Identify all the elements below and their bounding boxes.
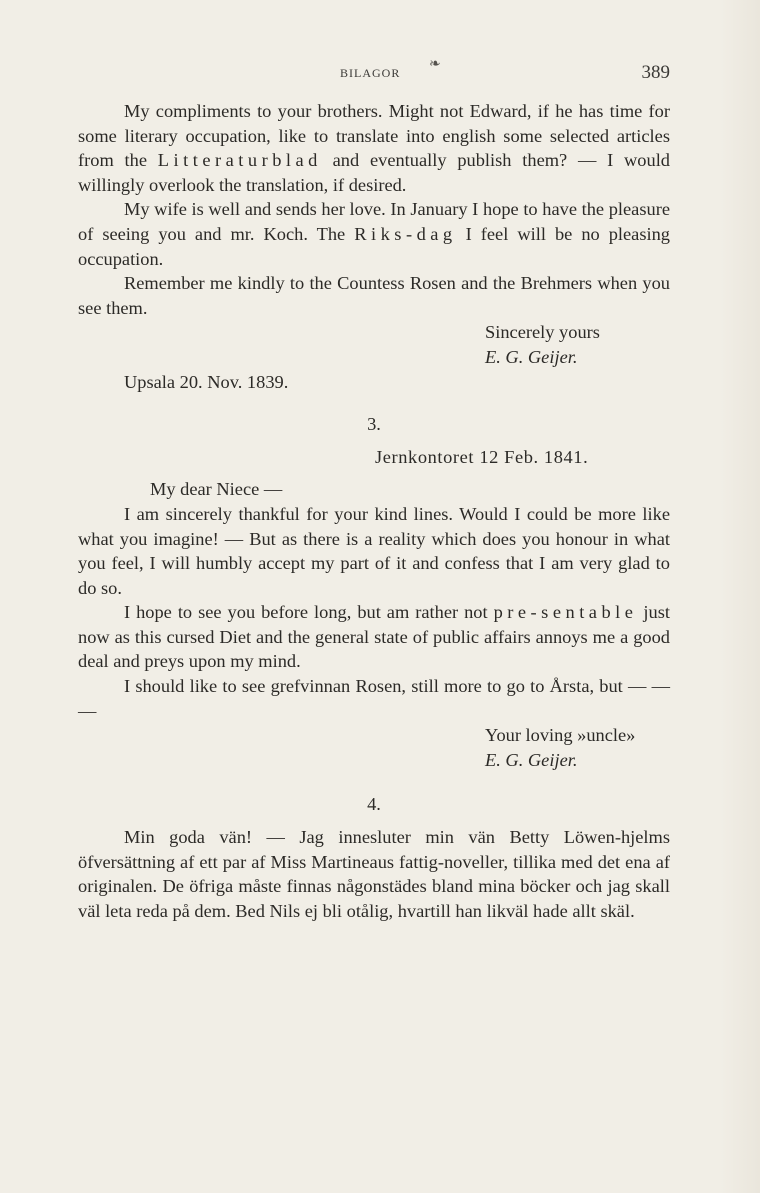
letter3-salutation: My dear Niece — xyxy=(150,479,283,500)
emphasized-word: Riks-dag xyxy=(354,223,457,244)
letter2-signature: E. G. Geijer. xyxy=(485,346,578,367)
page-body xyxy=(78,99,670,923)
emphasized-title: Litteraturblad xyxy=(157,150,322,171)
letter3-paragraph-2: I hope to see you before long, but am rather not pre-sentable just now as this cursed Diet and the general state of public affairs annoys me a good deal and preys upon my mind. xyxy=(78,602,670,672)
page-number: 389 xyxy=(641,62,670,83)
letter2-paragraph-1: My compliments to your brothers. Might not Edward, if he has time for some literary occupation, like to translate into english some selected articles from the Litteraturblad and eventually publish them? — I would willingly overlook the translation, if desired. xyxy=(78,101,670,195)
ornament-icon: ❧ xyxy=(429,57,441,72)
letter4-number: 4. xyxy=(367,794,381,815)
letter3-paragraph-3: I should like to see grefvinnan Rosen, still more to go to Årsta, but — — — xyxy=(78,676,670,721)
letter2-paragraph-2: My wife is well and sends her love. In January I hope to have the pleasure of seeing you and mr. Koch. The Riks-dag I feel will be no pleasing occupation. xyxy=(78,199,671,269)
letter2-paragraph-3: Remember me kindly to the Countess Rosen and the Brehmers when you see them. xyxy=(78,273,670,318)
letter2-closing: Sincerely yours xyxy=(485,322,600,343)
letter3-paragraph-1: I am sincerely thankful for your kind lines. Would I could be more like what you imagine! — But as there is a reality which does you honour in what you feel, I will humbly accept my part of it and confess that I am very glad to do so. xyxy=(78,503,670,598)
running-title: BILAGOR xyxy=(340,66,401,80)
letter3-signature: E. G. Geijer. xyxy=(485,749,578,770)
letter3-closing: Your loving »uncle» xyxy=(485,725,636,746)
page-edge-shading xyxy=(720,0,760,1193)
page-header xyxy=(78,57,670,88)
letter4-paragraph-1: Min goda vän! — Jag innesluter min vän Betty Löwen-hjelms öfversättning af ett par af Miss Martineaus fattig-noveller, tillika med det ena af originalen. De öfriga måste finnas någonstädes bland mina böcker och jag skall väl leta reda på dem. Bed Nils ej bli otålig, hvartill han likväl hade allt skäl. xyxy=(78,827,670,921)
letter3-number: 3. xyxy=(367,414,381,435)
letter2-place-date: Upsala 20. Nov. 1839. xyxy=(124,371,289,392)
letter3-place-date: Jernkontoret 12 Feb. 1841. xyxy=(375,446,589,467)
emphasized-word: pre-sentable xyxy=(493,602,638,623)
